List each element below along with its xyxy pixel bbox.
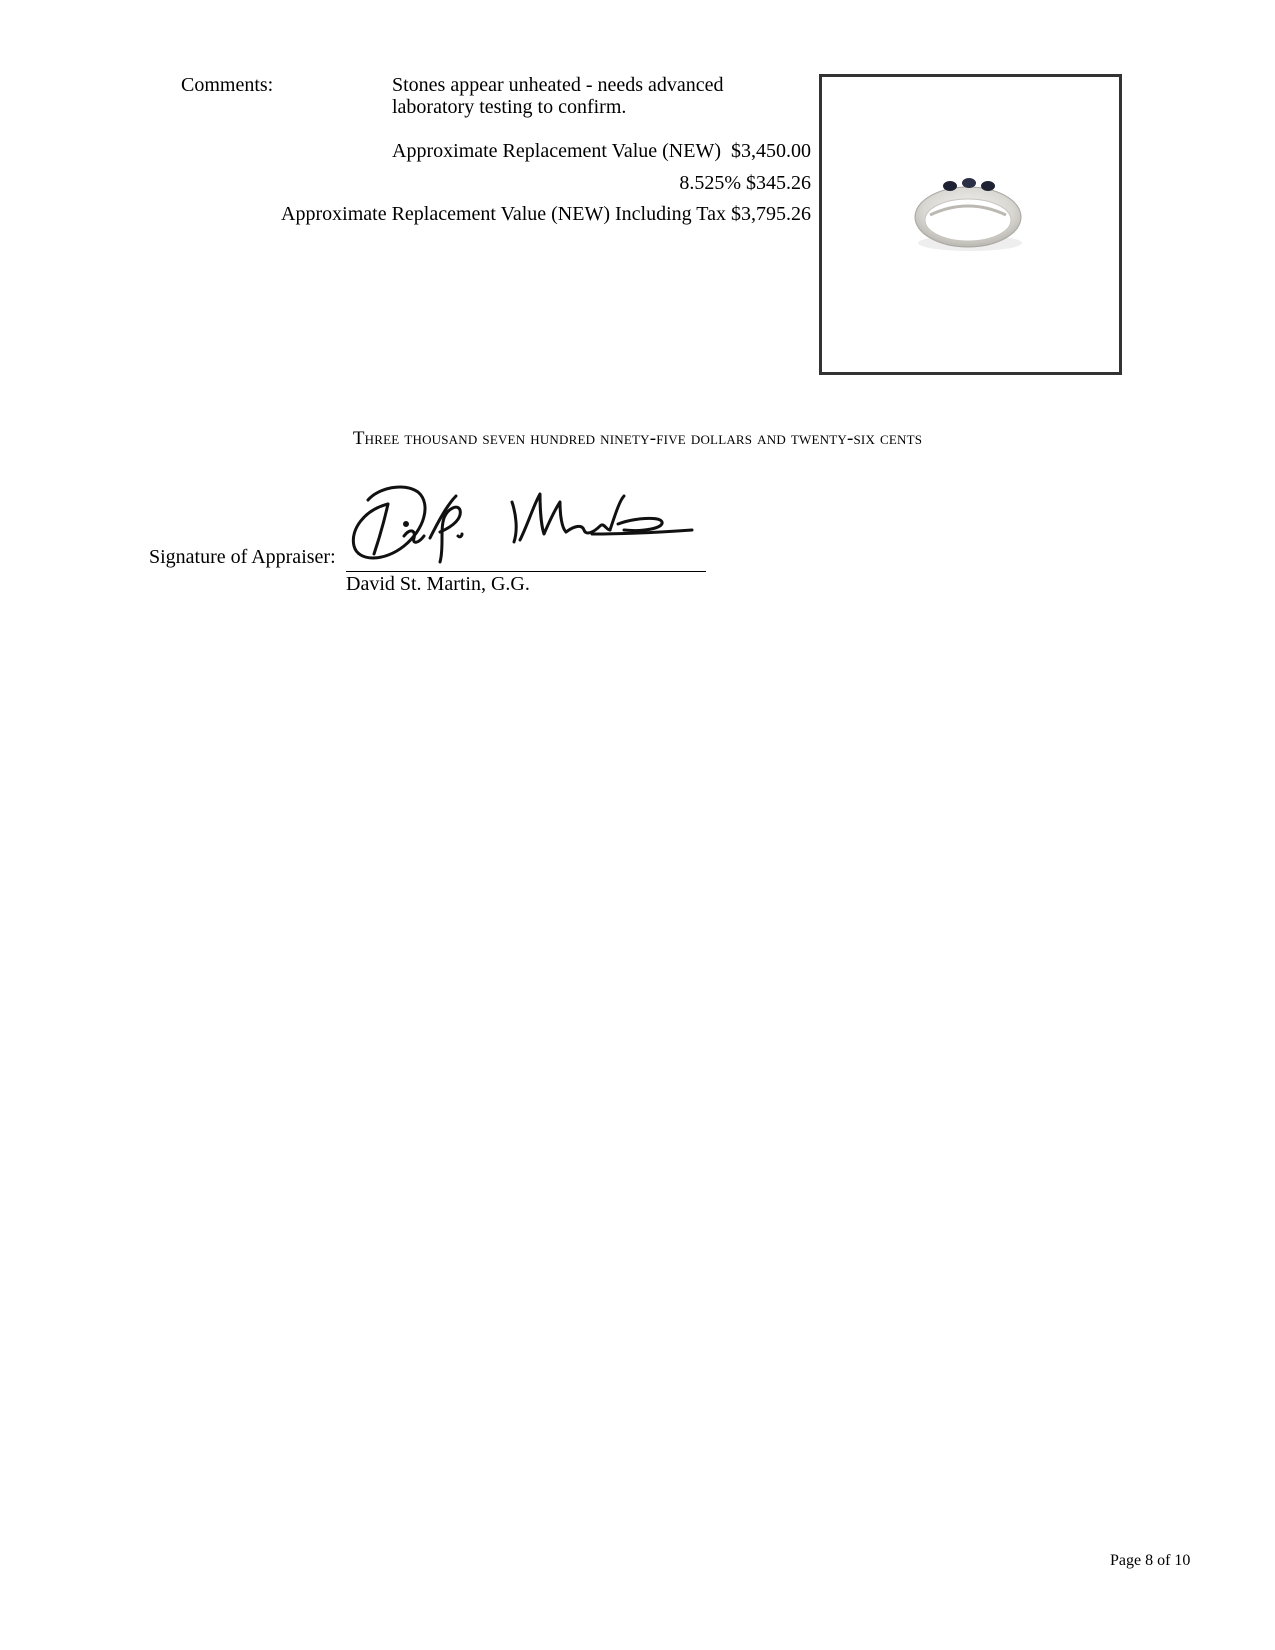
ring-stone-center	[962, 178, 976, 188]
total-value-label: Approximate Replacement Value (NEW) Including Tax	[281, 203, 726, 225]
amount-in-words: Three thousand seven hundred ninety-five dollars and twenty-six cents	[352, 428, 923, 449]
replacement-value-label: Approximate Replacement Value (NEW)	[392, 140, 721, 162]
total-value-amount: $3,795.26	[731, 203, 811, 225]
total-value-row	[281, 203, 811, 225]
handwritten-signature	[344, 474, 710, 570]
replacement-value-row	[392, 140, 811, 162]
comments-text	[392, 74, 792, 118]
page-number: Page 8 of 10	[1110, 1552, 1191, 1569]
ring-photo-frame	[819, 74, 1122, 375]
signature-line	[346, 571, 706, 572]
ring-photo	[822, 77, 1119, 372]
tax-rate: 8.525%	[679, 172, 741, 194]
tax-row	[679, 172, 811, 194]
ring-stone-left	[943, 181, 957, 191]
comments-label: Comments:	[181, 74, 274, 96]
appraiser-name: David St. Martin, G.G.	[346, 573, 530, 595]
comments-line-2: laboratory testing to confirm.	[392, 96, 627, 118]
replacement-value-amount: $3,450.00	[731, 140, 811, 162]
ring-stone-right	[981, 181, 995, 191]
signature-label: Signature of Appraiser:	[149, 546, 336, 568]
tax-amount: $345.26	[746, 172, 811, 194]
comments-line-1: Stones appear unheated - needs advanced	[392, 74, 724, 96]
